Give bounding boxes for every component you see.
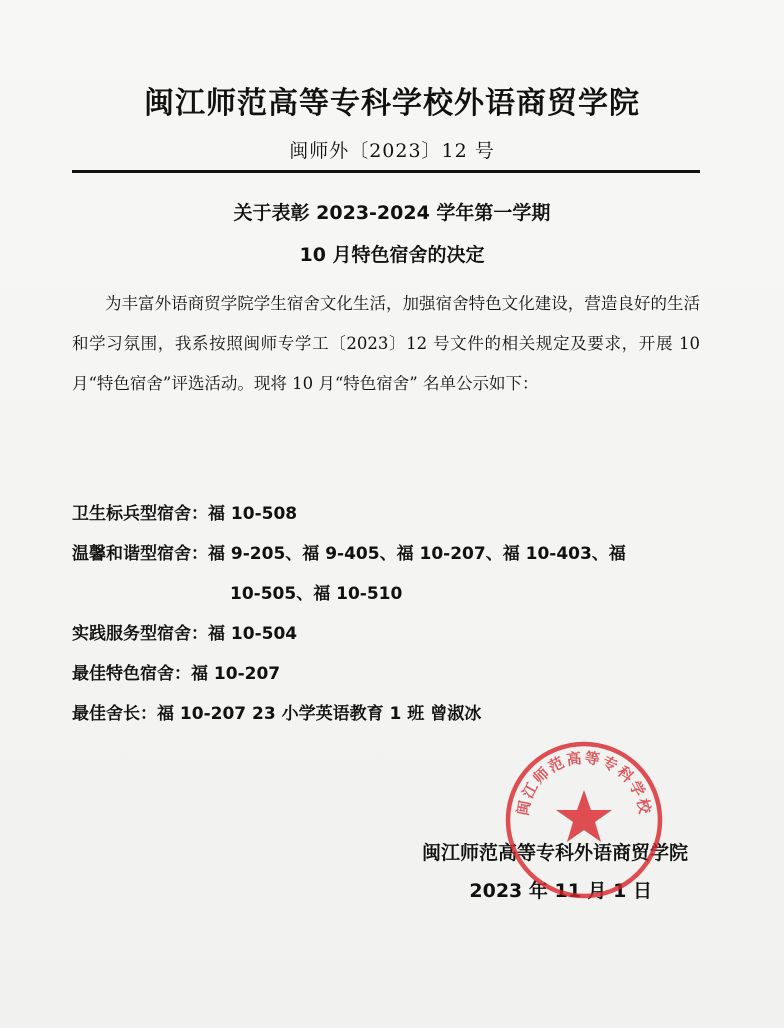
decision-title-line1: 关于表彰 2023-2024 学年第一学期 bbox=[233, 202, 551, 224]
award-row-best-dorm bbox=[72, 654, 700, 694]
award-row-best-head bbox=[72, 694, 700, 734]
document-number: 闽师外〔2023〕12 号 bbox=[289, 140, 495, 162]
award-value: 福 10-508 bbox=[208, 504, 298, 524]
intro-paragraph bbox=[72, 284, 700, 404]
award-label: 最佳特色宿舍： bbox=[72, 664, 191, 684]
award-label: 最佳舍长： bbox=[72, 704, 157, 724]
award-value: 福 10-207 bbox=[191, 664, 281, 684]
award-row-practice bbox=[72, 614, 700, 654]
seal-star bbox=[556, 790, 612, 842]
official-seal bbox=[502, 738, 666, 902]
award-list bbox=[72, 494, 700, 734]
seal-text-path: 闽江师范高等专科学校 bbox=[513, 748, 655, 818]
header-divider bbox=[72, 170, 700, 173]
award-row-hygiene bbox=[72, 494, 700, 534]
org-title: 闽江师范高等专科学校外语商贸学院 bbox=[144, 86, 640, 121]
award-value-continued: 10-505、福 10-510 bbox=[230, 584, 403, 604]
award-value: 福 9-205、福 9-405、福 10-207、福 10-403、福 bbox=[208, 544, 626, 564]
award-value: 福 10-207 23 小学英语教育 1 班 曾淑冰 bbox=[157, 704, 482, 724]
signature-date: 2023 年 11 月 1 日 bbox=[469, 880, 652, 902]
award-row-harmony bbox=[72, 534, 700, 574]
award-value: 福 10-504 bbox=[208, 624, 298, 644]
award-label: 卫生标兵型宿舍： bbox=[72, 504, 208, 524]
award-label: 温馨和谐型宿舍： bbox=[72, 544, 208, 564]
intro-text: 为丰富外语商贸学院学生宿舍文化生活，加强宿舍特色文化建设，营造良好的生活和学习氛围，我系按照闽师专学工〔2023〕12 号文件的相关规定及要求，开展 10 月“特色宿舍”评选活动。现将 10 月“特色宿舍” 名单公示如下： bbox=[72, 294, 700, 393]
decision-title-line2: 10 月特色宿舍的决定 bbox=[299, 244, 485, 266]
award-label: 实践服务型宿舍： bbox=[72, 624, 208, 644]
signature-org: 闽江师范高等专科外语商贸学院 bbox=[421, 842, 688, 864]
